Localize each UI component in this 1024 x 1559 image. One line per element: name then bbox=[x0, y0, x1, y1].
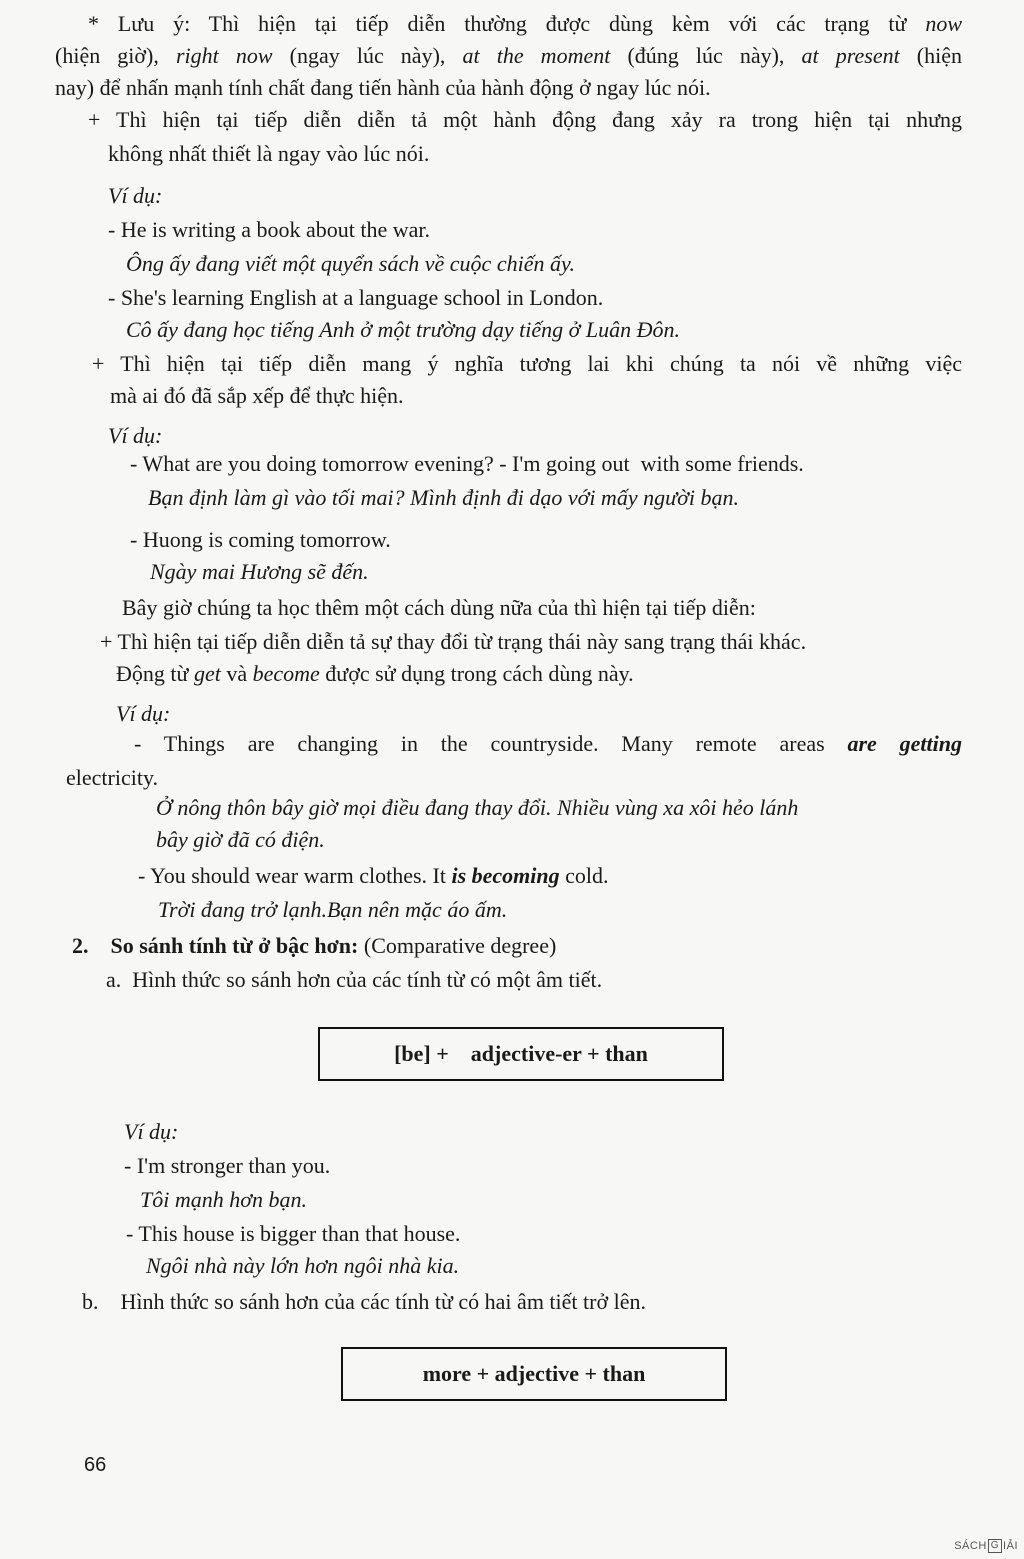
text-line bbox=[126, 250, 575, 278]
text-line bbox=[148, 484, 739, 512]
text-span: bây giờ đã có điện. bbox=[156, 827, 325, 852]
text-span: - You should wear warm clothes. It bbox=[138, 863, 452, 888]
text-span: (hiện bbox=[899, 43, 963, 68]
text-span: b. Hình thức so sánh hơn của các tính từ có hai âm tiết trở lên. bbox=[82, 1289, 646, 1314]
text-span: (Comparative degree) bbox=[358, 933, 557, 958]
text-span: are getting bbox=[847, 731, 962, 756]
watermark-logo: SÁCH G IẢI bbox=[954, 1540, 1018, 1552]
text-line bbox=[134, 730, 962, 758]
text-line bbox=[110, 382, 404, 410]
text-line bbox=[108, 182, 162, 210]
text-line bbox=[116, 660, 634, 688]
text-span: và bbox=[220, 661, 253, 686]
text-line bbox=[92, 350, 962, 378]
text-span: nay) để nhấn mạnh tính chất đang tiến hành của hành động ở ngay lúc nói. bbox=[55, 75, 711, 100]
text-span: (đúng lúc này), bbox=[610, 43, 802, 68]
text-span: Bây giờ chúng ta học thêm một cách dùng nữa của thì hiện tại tiếp diễn: bbox=[122, 595, 756, 620]
text-line bbox=[88, 106, 962, 134]
text-span: + Thì hiện tại tiếp diễn diễn tả một hành động đang xảy ra trong hiện tại nhưng bbox=[88, 107, 962, 132]
text-line bbox=[108, 422, 162, 450]
text-span: - This house is bigger than that house. bbox=[126, 1221, 461, 1246]
text-line bbox=[138, 862, 609, 890]
text-span: Ví dụ: bbox=[108, 423, 163, 448]
text-line bbox=[100, 628, 806, 656]
text-line bbox=[124, 1152, 330, 1180]
page-number: 66 bbox=[84, 1454, 107, 1476]
text-line bbox=[126, 1220, 460, 1248]
text-span: Ví dụ: bbox=[124, 1119, 179, 1144]
text-span: Ngày mai Hương sẽ đến. bbox=[150, 559, 369, 584]
text-span: - He is writing a book about the war. bbox=[108, 217, 430, 242]
text-span: không nhất thiết là ngay vào lúc nói. bbox=[108, 141, 430, 166]
text-span: Cô ấy đang học tiếng Anh ở một trường dạy tiếng ở Luân Đôn. bbox=[126, 317, 681, 342]
text-line bbox=[106, 966, 602, 994]
text-span: Trời đang trở lạnh.Bạn nên mặc áo ấm. bbox=[158, 897, 508, 922]
text-line bbox=[146, 1252, 459, 1280]
text-span: 2. bbox=[72, 933, 89, 958]
text-span: Ông ấy đang viết một quyển sách về cuộc chiến ấy. bbox=[126, 251, 576, 276]
text-span: cold. bbox=[559, 863, 609, 888]
text-line bbox=[116, 700, 170, 728]
text-span: Ví dụ: bbox=[108, 183, 163, 208]
text-line bbox=[55, 74, 711, 102]
text-line bbox=[122, 594, 756, 622]
text-span: So sánh tính từ ở bậc hơn: bbox=[88, 933, 359, 958]
text-span: được sử dụng trong cách dùng này. bbox=[319, 661, 634, 686]
text-line bbox=[156, 794, 798, 822]
text-span: + Thì hiện tại tiếp diễn diễn tả sự thay đổi từ trạng thái này sang trạng thái khác. bbox=[100, 629, 807, 654]
text-line bbox=[130, 450, 804, 478]
text-span: Bạn định làm gì vào tối mai? Mình định đi dạo với mấy người bạn. bbox=[148, 485, 739, 510]
text-span: become bbox=[252, 661, 320, 686]
text-span: is becoming bbox=[451, 863, 560, 888]
text-span: - She's learning English at a language school in London. bbox=[108, 285, 604, 310]
text-line bbox=[82, 1288, 646, 1316]
text-span: Ngôi nhà này lớn hơn ngôi nhà kia. bbox=[146, 1253, 460, 1278]
text-span: Ở nông thôn bây giờ mọi điều đang thay đổi. Nhiều vùng xa xôi hẻo lánh bbox=[156, 795, 799, 820]
text-line bbox=[124, 1118, 178, 1146]
text-span: now bbox=[925, 11, 962, 36]
text-line bbox=[108, 140, 429, 168]
formula-two-syllable: more + adjective + than bbox=[422, 1361, 646, 1386]
text-line bbox=[126, 316, 680, 344]
text-span: - What are you doing tomorrow evening? - I'm going out with some friends. bbox=[130, 451, 804, 476]
formula-one-syllable: [be] + adjective-er + than bbox=[394, 1041, 648, 1066]
text-span: at the moment bbox=[462, 43, 611, 68]
text-line bbox=[150, 558, 369, 586]
text-span: * Lưu ý: Thì hiện tại tiếp diễn thường được dùng kèm với các trạng từ bbox=[88, 11, 926, 36]
text-span: at present bbox=[801, 43, 900, 68]
text-line bbox=[158, 896, 507, 924]
text-span: Động từ bbox=[116, 661, 194, 686]
text-span: right now bbox=[175, 43, 273, 68]
text-span: - Huong is coming tomorrow. bbox=[130, 527, 391, 552]
text-span: electricity. bbox=[66, 765, 159, 790]
text-span: - Things are changing in the countryside. Many remote areas bbox=[134, 731, 848, 756]
text-line bbox=[55, 42, 962, 70]
text-span: (ngay lúc này), bbox=[272, 43, 463, 68]
text-span: - I'm stronger than you. bbox=[124, 1153, 331, 1178]
text-line bbox=[130, 526, 391, 554]
text-line bbox=[88, 10, 962, 38]
text-span: + Thì hiện tại tiếp diễn mang ý nghĩa tương lai khi chúng ta nói về những việc bbox=[92, 351, 962, 376]
text-span: Tôi mạnh hơn bạn. bbox=[140, 1187, 307, 1212]
text-line bbox=[66, 764, 158, 792]
text-line bbox=[108, 284, 603, 312]
text-line bbox=[156, 826, 325, 854]
text-span: get bbox=[193, 661, 221, 686]
text-line bbox=[140, 1186, 307, 1214]
text-line bbox=[72, 932, 556, 960]
text-span: Ví dụ: bbox=[116, 701, 171, 726]
text-line bbox=[108, 216, 430, 244]
text-span: (hiện giờ), bbox=[55, 43, 176, 68]
text-span: mà ai đó đã sắp xếp để thực hiện. bbox=[110, 383, 404, 408]
formula-box-one-syllable bbox=[318, 1027, 724, 1081]
text-span: a. Hình thức so sánh hơn của các tính từ có một âm tiết. bbox=[106, 967, 603, 992]
formula-box-two-syllable bbox=[341, 1347, 727, 1401]
